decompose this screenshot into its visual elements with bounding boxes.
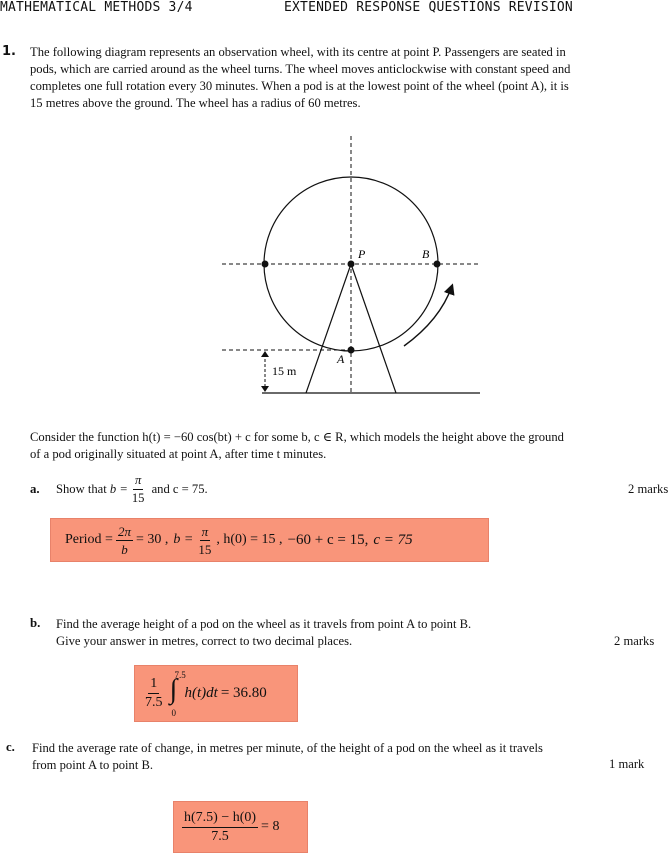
fraction-numerator: 2π [117, 523, 131, 539]
answer-rate-fraction [182, 811, 258, 844]
fraction-denominator: 7.5 [145, 695, 163, 710]
point-A [348, 347, 355, 354]
part-a-question [56, 474, 208, 504]
label-B: B [422, 247, 430, 261]
part-c-marks: 1 mark [609, 757, 645, 771]
header-right: EXTENDED RESPONSE QUESTIONS REVISION [284, 0, 573, 15]
part-b-label: b. [30, 616, 41, 630]
fraction-denominator: 15 [131, 490, 145, 505]
intro-line: 15 metres above the ground. The wheel has a radius of 60 metres. [30, 96, 361, 110]
part-b-line-2: Give your answer in metres, correct to two decimal places. [56, 634, 353, 648]
answer-period-label: Period = [65, 532, 113, 547]
answer-average-fraction [143, 677, 165, 710]
fraction-numerator: h(7.5) − h(0) [182, 811, 258, 828]
label-A: A [337, 352, 345, 366]
question-number: 1. [2, 44, 16, 59]
intro-line: pods, which are carried around as the wheel turns. The wheel moves anticlockwise with constant speed and [30, 62, 571, 76]
answer-b-fraction [196, 525, 213, 556]
point-left [262, 261, 269, 268]
support-leg-right [351, 264, 396, 393]
rotation-arrow-icon [404, 286, 452, 346]
part-a-marks: 2 marks [628, 482, 669, 496]
part-b-answer-box [134, 665, 298, 722]
function-description [30, 429, 650, 463]
question-intro [30, 44, 650, 112]
integral-symbol-icon: ∫ [169, 673, 178, 705]
part-b-line-1: Find the average height of a pod on the wheel as it travels from point A to point B. [56, 617, 472, 631]
answer-seg-2: , h(0) = 15 , [216, 532, 283, 547]
fraction-numerator: π [201, 523, 209, 539]
height-arrow-down [261, 386, 269, 392]
answer-result: = 8 [261, 819, 280, 834]
header-left: MATHEMATICAL METHODS 3/4 [0, 0, 193, 15]
part-c-answer-box [173, 801, 308, 853]
part-c-line-2: from point A to point B. [32, 758, 154, 772]
point-P [348, 261, 355, 268]
function-line-1: Consider the function h(t) = −60 cos(bt) + c for some b, c ∈ R, which models the height above the ground [30, 430, 564, 444]
integrand: h(t)dt [184, 685, 218, 701]
integral-lower-limit: 0 [171, 707, 176, 718]
integral-sign [167, 669, 186, 718]
integral-upper-limit: 7.5 [174, 669, 186, 680]
label-P: P [358, 247, 366, 261]
fraction-denominator: b [121, 541, 128, 557]
function-line-2: of a pod originally situated at point A, after time t minutes. [30, 447, 327, 461]
part-a-b-eq: b = [109, 481, 128, 496]
part-a-text-pre: Show that [56, 481, 110, 496]
observation-wheel-diagram [0, 120, 672, 410]
part-a-answer-content [65, 523, 413, 557]
part-c-question [32, 740, 622, 774]
part-a-label: a. [30, 482, 40, 496]
answer-period-fraction [116, 525, 133, 556]
part-c-line-1: Find the average rate of change, in metres per minute, of the height of a pod on the wheel as it travels [32, 741, 543, 755]
intro-line: completes one full rotation every 30 minutes. When a pod is at the lowest point of the wheel (point A), it is [30, 79, 569, 93]
part-b-question [56, 616, 616, 650]
intro-line: The following diagram represents an observation wheel, with its centre at point P. Passengers are seated in [30, 45, 566, 59]
answer-seg-3: −60 + c = 15, [287, 531, 369, 548]
support-leg-left [306, 264, 351, 393]
height-arrow-up [261, 351, 269, 357]
label-height: 15 m [272, 364, 297, 378]
part-a-text-post: and c = 75. [148, 481, 208, 496]
point-B [434, 261, 441, 268]
answer-b-label: b = [173, 532, 194, 547]
part-b-marks: 2 marks [614, 634, 655, 648]
fraction-numerator: π [133, 474, 143, 490]
fraction-numerator: 1 [148, 677, 159, 694]
part-b-answer-content [143, 666, 267, 721]
answer-seg-1: = 30 , [135, 532, 169, 547]
answer-result: = 36.80 [220, 685, 267, 701]
part-c-answer-content [182, 802, 279, 852]
part-c-label: c. [6, 740, 15, 754]
part-a-b-fraction [130, 474, 147, 504]
fraction-denominator: 7.5 [211, 828, 229, 844]
part-a-answer-box [50, 518, 489, 562]
answer-seg-4: c = 75 [373, 531, 413, 548]
fraction-denominator: 15 [198, 541, 212, 557]
